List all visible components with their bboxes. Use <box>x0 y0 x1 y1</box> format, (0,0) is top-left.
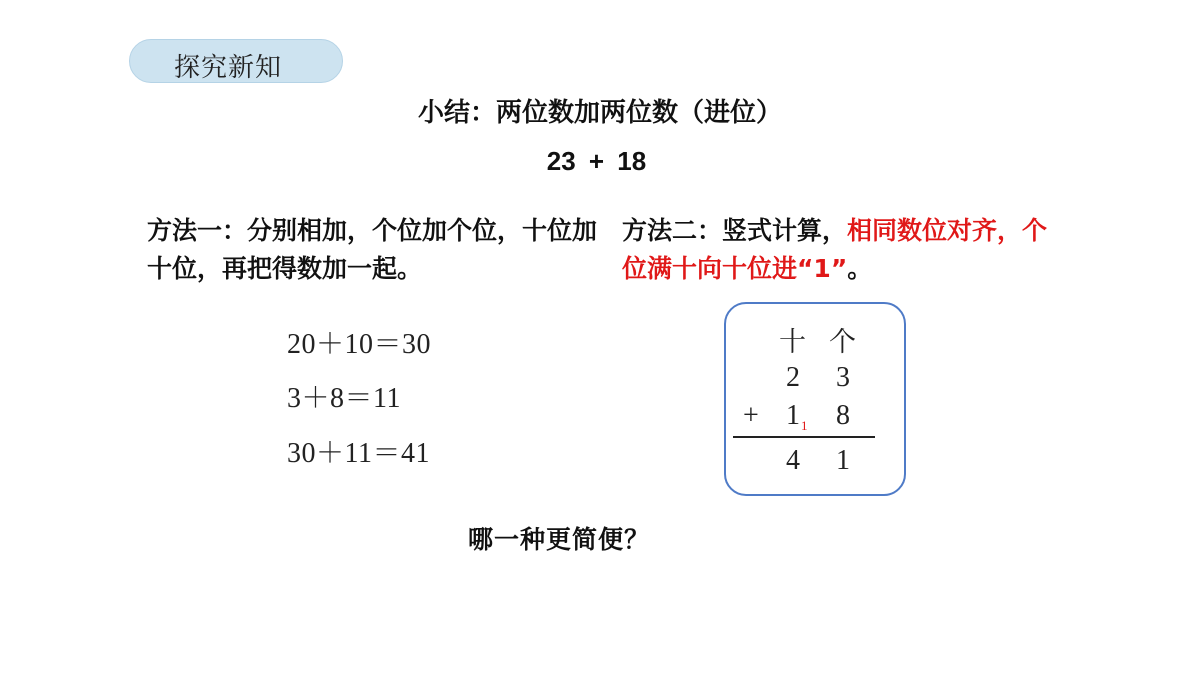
equation-sum: 30＋11＝41 <box>287 438 430 469</box>
equation-tens: 20＋10＝30 <box>287 329 432 360</box>
sum-rule-line <box>733 436 875 438</box>
addend-top-tens: 2 <box>786 362 800 393</box>
method-two-prefix: 方法二：竖式计算， <box>622 216 848 245</box>
header-ones: 个 <box>829 327 856 358</box>
method-one-text: 方法一：分别相加，个位加个位，十位加十位，再把得数加一起。 <box>147 216 598 283</box>
addend-top-ones: 3 <box>836 362 850 393</box>
vertical-calculation-box <box>724 302 906 496</box>
result-ones: 1 <box>836 445 850 476</box>
header-tens: 十 <box>779 327 806 358</box>
method-two-text <box>622 212 1062 288</box>
problem-expression: 23 + 18 <box>546 146 647 176</box>
carry-digit: 1 <box>801 418 808 433</box>
section-tag <box>129 39 343 83</box>
method-two-highlight: 相同数位对齐，个位满十向十位进“1” <box>622 216 1048 283</box>
addend-bottom-ones: 8 <box>836 400 850 431</box>
plus-operator: + <box>743 400 759 431</box>
summary-title: 小结：两位数加两位数（进位） <box>417 98 782 128</box>
equation-ones: 3＋8＝11 <box>287 383 401 414</box>
result-tens: 4 <box>786 445 800 476</box>
addend-bottom-tens: 1 <box>786 400 800 431</box>
closing-question: 哪一种更简便？ <box>468 525 651 554</box>
method-two-suffix: 。 <box>847 254 873 283</box>
section-tag-label: 探究新知 <box>174 53 283 83</box>
